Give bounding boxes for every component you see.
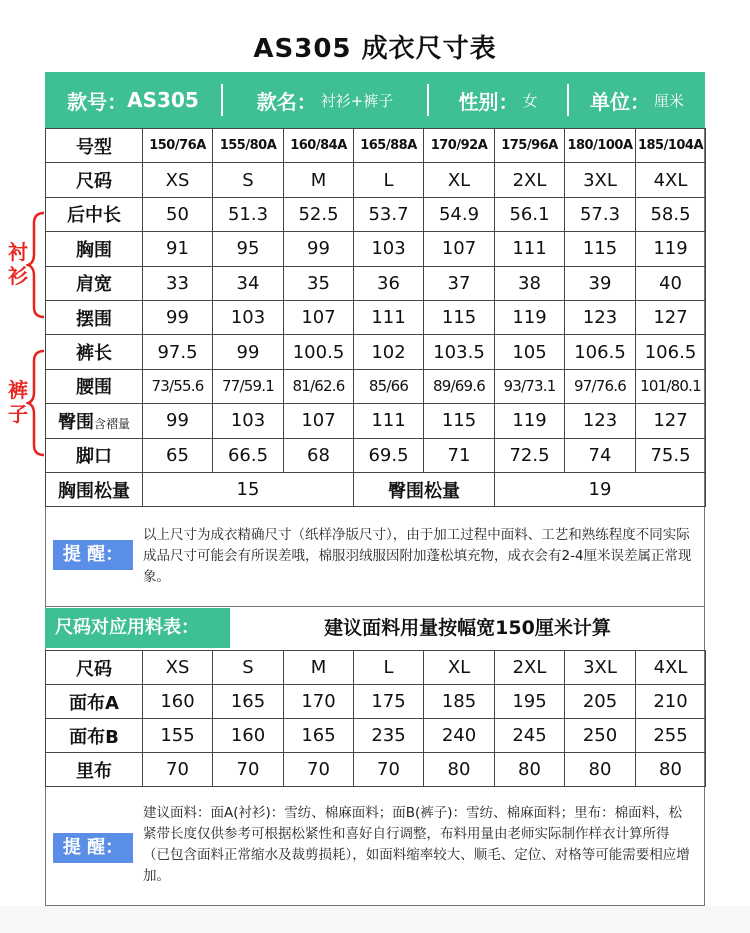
table-cell: 73/55.6 [143,369,213,403]
table-cell: 115 [424,300,495,334]
table-cell: 36 [354,266,424,300]
row-label: 面布A [46,685,143,719]
table-cell: 103 [213,300,284,334]
shirt-side-label: 衬衫 [8,240,28,288]
row-label [46,404,143,438]
table-cell: 107 [284,300,354,334]
table-cell: M [284,163,354,197]
table-cell: L [354,163,424,197]
table-cell: 51.3 [213,197,284,231]
table-cell: 70 [213,753,284,787]
unit-label: 单位： [589,89,650,114]
table-cell: 175/96A [495,129,565,163]
table-cell: 255 [636,719,706,753]
table-cell: 39 [565,266,636,300]
table-cell: XL [424,163,495,197]
style-name-label: 款名： [256,89,317,114]
style-name-cell [223,72,427,128]
table-cell: 40 [636,266,706,300]
table-cell: 123 [565,404,636,438]
fabric-table-tag: 尺码对应用料表： [45,608,230,648]
table-cell: 72.5 [495,438,565,472]
table-cell: 123 [565,300,636,334]
row-label-note: 含褶量 [93,416,130,431]
table-row [46,438,706,472]
table-cell: 2XL [495,651,565,685]
table-cell: 70 [354,753,424,787]
table-cell: 75.5 [636,438,706,472]
table-cell: 170/92A [424,129,495,163]
table-cell: 119 [495,300,565,334]
fabric-table [45,650,706,787]
row-label: 号型 [46,129,143,163]
table-row [46,753,706,787]
reminder-button: 提 醒： [53,833,133,863]
table-cell: 53.7 [354,197,424,231]
table-cell: S [213,651,284,685]
table-cell: 66.5 [213,438,284,472]
pants-side-label: 裤子 [8,378,28,426]
table-row [46,719,706,753]
table-cell: 185 [424,685,495,719]
table-cell: 115 [565,232,636,266]
table-cell: 160 [213,719,284,753]
row-label: 脚口 [46,438,143,472]
row-label: 肩宽 [46,266,143,300]
table-cell: 80 [636,753,706,787]
table-cell: 89/69.6 [424,369,495,403]
reminder-text: 以上尺寸为成衣精确尺寸（纸样净版尺寸），由于加工过程中面料、工艺和熟练程度不同实际成品尺寸可能会有所误差哦，棉服羽绒服因附加蓬松填充物，成衣会有2-4厘米误差属正常现象。 [143,527,692,585]
table-row [46,300,706,334]
table-cell: 3XL [565,163,636,197]
table-cell: 80 [495,753,565,787]
style-name-value: 衬衫+裤子 [320,91,394,110]
table-cell: 155 [143,719,213,753]
chest-ease-label: 胸围松量 [46,472,143,506]
size-row [46,651,706,685]
row-label: 裤长 [46,335,143,369]
table-cell: 99 [143,404,213,438]
table-cell: 99 [143,300,213,334]
pants-brace [26,348,48,458]
table-cell: 38 [495,266,565,300]
table-cell: 103 [213,404,284,438]
table-cell: 58.5 [636,197,706,231]
table-cell: 74 [565,438,636,472]
table-cell: 160 [143,685,213,719]
table-cell: 240 [424,719,495,753]
size-table [45,128,706,507]
table-cell: 102 [354,335,424,369]
row-label: 面布B [46,719,143,753]
table-cell: 195 [495,685,565,719]
table-cell: 65 [143,438,213,472]
table-cell: 175 [354,685,424,719]
table-row [46,232,706,266]
table-cell: S [213,163,284,197]
fabric-recommendation: 建议面料用量按幅宽150厘米计算 [324,617,611,639]
table-cell: 85/66 [354,369,424,403]
table-cell: 33 [143,266,213,300]
table-cell: 77/59.1 [213,369,284,403]
table-cell: 245 [495,719,565,753]
header-row [46,129,706,163]
table-cell: 103 [354,232,424,266]
row-label-text: 臀围 [57,411,94,433]
hip-ease-label: 臀围松量 [354,472,495,506]
table-cell: 97/76.6 [565,369,636,403]
header-bar [45,72,705,128]
unit-value: 厘米 [653,91,684,110]
table-cell: 4XL [636,651,706,685]
ease-row [46,472,706,506]
row-label: 尺码 [46,651,143,685]
table-cell: 71 [424,438,495,472]
hip-ease-value: 19 [495,472,706,506]
table-cell: 165/88A [354,129,424,163]
table-cell: 111 [354,404,424,438]
table-cell: 69.5 [354,438,424,472]
table-cell: XL [424,651,495,685]
style-no-label: 款号： [67,89,128,114]
chest-ease-value: 15 [143,472,354,506]
table-cell: 127 [636,404,706,438]
table-cell: 180/100A [565,129,636,163]
table-row [46,197,706,231]
style-no-cell [45,72,221,128]
table-cell: 103.5 [424,335,495,369]
table-row [46,404,706,438]
table-cell: M [284,651,354,685]
table-cell: 250 [565,719,636,753]
table-cell: 185/104A [636,129,706,163]
unit-cell [569,72,705,128]
table-cell: 4XL [636,163,706,197]
row-label: 后中长 [46,197,143,231]
table-cell: 165 [213,685,284,719]
table-cell: 2XL [495,163,565,197]
reminder-text: 建议面料：面A(衬衫)：雪纺、棉麻面料；面B(裤子)：雪纺、棉麻面料；里布：棉面料，松紧带长度仅供参考可根据松紧性和喜好自行调整，布料用量由老师实际制作样衣计算所得（已包含面料正常缩水及裁剪损耗），如面料缩率较大、顺毛、定位、对格等可能需要相应增加。 [143,805,690,884]
table-cell: 100.5 [284,335,354,369]
size-row [46,163,706,197]
table-cell: 34 [213,266,284,300]
table-cell: 80 [424,753,495,787]
table-cell: 99 [213,335,284,369]
table-cell: 35 [284,266,354,300]
table-cell: 70 [284,753,354,787]
gender-cell [429,72,567,128]
shirt-brace [26,210,48,320]
table-cell: 93/73.1 [495,369,565,403]
table-cell: 80 [565,753,636,787]
page-footer-shade [0,906,750,933]
row-label: 摆围 [46,300,143,334]
table-cell: 91 [143,232,213,266]
row-label: 腰围 [46,369,143,403]
section-divider [45,606,705,607]
table-cell: 106.5 [565,335,636,369]
table-cell: XS [143,163,213,197]
table-cell: 105 [495,335,565,369]
table-cell: 3XL [565,651,636,685]
table-cell: 107 [424,232,495,266]
table-cell: 81/62.6 [284,369,354,403]
table-cell: 111 [495,232,565,266]
table-cell: 155/80A [213,129,284,163]
table-cell: 52.5 [284,197,354,231]
gender-label: 性别： [458,89,519,114]
table-cell: 165 [284,719,354,753]
table-row [46,266,706,300]
table-cell: 111 [354,300,424,334]
table-cell: 54.9 [424,197,495,231]
table-cell: 95 [213,232,284,266]
table-cell: 57.3 [565,197,636,231]
table-cell: 160/84A [284,129,354,163]
table-cell: 119 [495,404,565,438]
table-cell: 170 [284,685,354,719]
table-cell: 235 [354,719,424,753]
table-row [46,685,706,719]
page-title: AS305 成衣尺寸表 [253,34,497,64]
table-cell: 107 [284,404,354,438]
gender-value: 女 [522,91,538,110]
table-cell: 97.5 [143,335,213,369]
table-cell: 68 [284,438,354,472]
table-cell: 106.5 [636,335,706,369]
table-cell: 205 [565,685,636,719]
table-cell: 119 [636,232,706,266]
table-row [46,335,706,369]
table-cell: XS [143,651,213,685]
style-no-value: AS305 [127,88,199,112]
table-cell: 70 [143,753,213,787]
table-row [46,369,706,403]
row-label: 尺码 [46,163,143,197]
table-cell: 37 [424,266,495,300]
table-cell: 50 [143,197,213,231]
row-label: 胸围 [46,232,143,266]
table-cell: 127 [636,300,706,334]
reminder-button: 提 醒： [53,540,133,570]
table-cell: 101/80.1 [636,369,706,403]
table-cell: 150/76A [143,129,213,163]
table-cell: L [354,651,424,685]
table-cell: 56.1 [495,197,565,231]
table-cell: 115 [424,404,495,438]
table-cell: 99 [284,232,354,266]
table-cell: 210 [636,685,706,719]
row-label: 里布 [46,753,143,787]
